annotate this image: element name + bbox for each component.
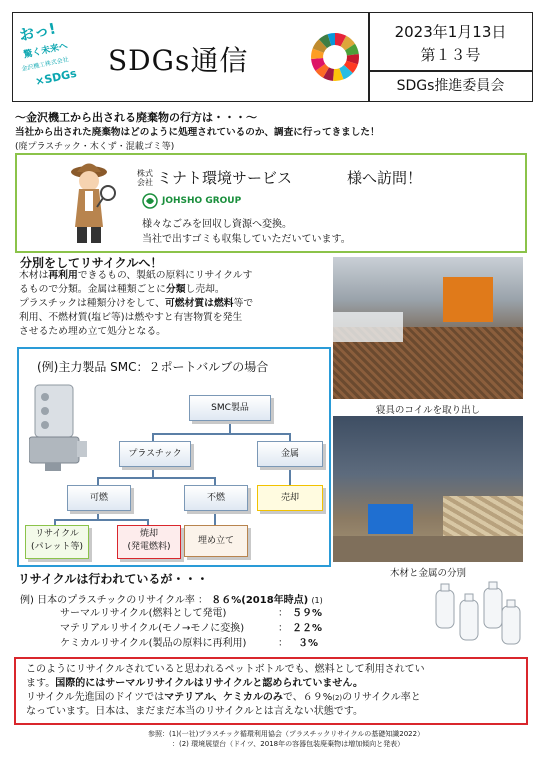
visit-desc-2: 当社で出すゴミも収集していただいています。 — [142, 234, 351, 245]
conclusion-box — [14, 657, 528, 725]
detective-icon — [65, 157, 117, 247]
node-combustible: 可燃 — [67, 485, 131, 511]
sort-line: るもので分類。金属は種類ごとに分類し売却。 — [19, 284, 225, 295]
visit-text: 様へ訪問！ — [347, 169, 423, 187]
node-landfill: 埋め立て — [184, 525, 248, 557]
photo-caption-1: 寝具のコイルを取り出し — [375, 405, 481, 416]
recycle-breakdown — [60, 606, 360, 651]
valve-image-icon — [29, 381, 89, 473]
intro-heading: ～金沢機工から出される廃棄物の行方は・・・～ — [15, 111, 257, 124]
issue-number: 第１３号 — [420, 46, 481, 64]
intro-note: (廃プラスチック・木くず・混載ゴミ等) — [15, 142, 175, 152]
sort-heading: 分別をしてリサイクルへ！ — [20, 256, 163, 270]
company-prefix: 株式会社 — [137, 169, 153, 187]
sort-line: させるため埋め立て処分となる。 — [19, 326, 166, 337]
pet-bottles-icon — [430, 580, 525, 650]
johsho-logo-icon — [142, 193, 158, 209]
logo-text-3: 金沢機工株式会社 — [21, 56, 70, 73]
node-smc-product: SMC製品 — [189, 395, 271, 421]
group-name: JOHSHO GROUP — [162, 196, 242, 206]
example-box — [17, 347, 331, 567]
conclusion-text: このようにリサイクルされていると思われるペットボトルでも、燃料として利用されてい ます。国際的にはサーマルリサイクルはリサイクルと認められていません。 リサイクル先進国のドイツではマテリアル、ケミカルのみで、６９%(2)のリサイクル率と なっています。日本は、まだまだ本当のリサイクルとは言えない状態です。 — [26, 664, 425, 717]
visit-box — [15, 153, 527, 253]
logo-text-4: ×SDGs — [34, 66, 78, 89]
example-title: (例)主力製品 SMC：２ポートバルブの場合 — [37, 360, 269, 374]
references: 参照：(1)(一社)プラスチック循環利用協会（プラスチックリサイクルの基礎知識2022） ：(2) 環境展望台（ドイツ、2018年の容器包装廃棄物は増加傾向と発表） — [148, 730, 425, 748]
node-incinerate: 焼却 (発電燃料) — [117, 525, 181, 559]
recycle-rate-line: 例) 日本のプラスチックのリサイクル率 ： ８６%(2018年時点) (1) — [20, 595, 323, 606]
newsletter-title: SDGs通信 — [108, 44, 249, 77]
sort-paragraph — [19, 269, 329, 339]
committee-name: SDGs推進委員会 — [396, 78, 505, 94]
photo-coil — [333, 257, 523, 399]
node-plastic: プラスチック — [119, 441, 191, 467]
intro-subheading: 当社から出された廃棄物はどのように処理されているのか、調査に行ってきました！ — [15, 127, 380, 138]
sort-line: プラスチックは種類分けをして、可燃材質は燃料等で — [19, 298, 254, 309]
recycle-row: ケミカルリサイクル(製品の原料に再利用) ： ３% — [60, 638, 319, 649]
node-noncombustible: 不燃 — [184, 485, 248, 511]
photo-sorting — [333, 416, 523, 562]
recycle-row: サーマルリサイクル(燃料として発電) ： ５９% — [60, 608, 323, 619]
visit-desc-1: 様々なごみを回収し資源へ変換。 — [142, 219, 292, 230]
sdgs-logo — [17, 19, 95, 95]
header — [12, 12, 533, 102]
header-divider — [368, 70, 532, 72]
recycle-row: マテリアルリサイクル(モノ→モノに変換) ： ２２% — [60, 623, 323, 634]
recycle-heading: リサイクルは行われているが・・・ — [18, 572, 209, 586]
sort-line: 利用、不燃材質(塩ビ等)は燃やすと有害物質を発生 — [19, 312, 243, 323]
company-name: ミナト環境サービス — [157, 169, 293, 187]
photo-caption-2: 木材と金属の分別 — [389, 568, 466, 579]
sdgs-wheel-icon — [309, 31, 361, 83]
node-recycle: リサイクル (パレット等) — [25, 525, 89, 559]
logo-text-2: 驚く未来へ — [22, 41, 69, 61]
sort-line: 木材は再利用できるもの、製紙の原料にリサイクルす — [19, 270, 253, 281]
logo-text-1: おっ! — [17, 19, 58, 45]
node-metal: 金属 — [257, 441, 323, 467]
node-sale: 売却 — [257, 485, 323, 511]
issue-date: 2023年1月13日 — [394, 23, 507, 41]
